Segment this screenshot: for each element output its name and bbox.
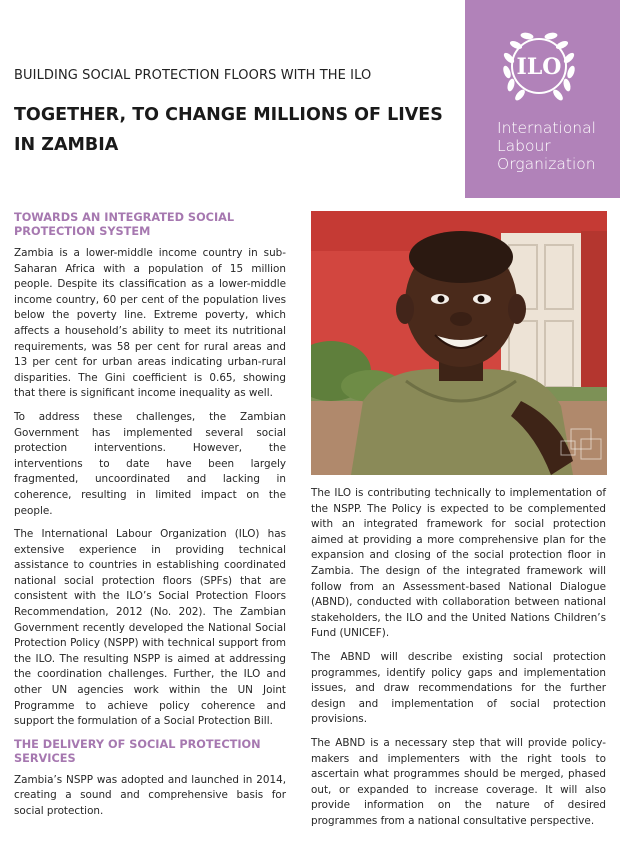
body-paragraph: To address these challenges, the Zambian Government has implemented several social protection interventions. However, the interventions to date have been largely fragmented, uncoordinated and lacking in coherence, resulting in limited impact on the people.: [14, 410, 286, 517]
logo-acronym: ILO: [516, 54, 562, 80]
section-heading-delivery: THE DELIVERY OF SOCIAL PROTECTION SERVICES: [14, 737, 261, 765]
body-paragraph: The International Labour Organization (ILO) has extensive experience in providing technical assistance to countries in establishing coordinated national social protection floors (SPFs) that are consistent with the ILO’s Social Protection Floors Recommendation, 2012 (No. 202). The Zambian Government recently developed the National Social Protection Policy (NSPP) with technical support from the ILO. The resulting NSPP is aimed at addressing the coordination challenges. Further, the ILO and other UN agencies work within the UN Joint Programme to achieve policy coherence and support the formulation of a Social Protection Bill.: [14, 528, 286, 728]
right-column: [311, 486, 606, 837]
left-column: [14, 211, 286, 828]
ilo-logo-block: [465, 0, 620, 198]
body-paragraph: Zambia is a lower-middle income country in sub-Saharan Africa with a population of 15 million people. Despite its classification as a lower-middle income country, 60 per cent of the population lives below the poverty line. Extreme poverty, which affects a household’s ability to meet its nutritional requirements, was 58 per cent for rural areas and 13 per cent for urban areas indicating urban-rural disparities. The Gini coefficient is 0.65, showing that there is significant income inequality as well.: [14, 247, 286, 400]
body-paragraph: Zambia’s NSPP was adopted and launched in 2014, creating a sound and comprehensive basis for social protection.: [14, 773, 286, 817]
organization-name: [497, 119, 617, 173]
body-paragraph: The ABND will describe existing social protection programmes, identify policy gaps and implementation issues, and draw recommendations for the further design and implementation of social protection provisions.: [311, 650, 606, 726]
org-name-line: Organization: [497, 155, 596, 173]
document-kicker: BUILDING SOCIAL PROTECTION FLOORS WITH THE ILO: [14, 68, 372, 83]
section-heading-integrated-system: TOWARDS AN INTEGRATED SOCIAL PROTECTION SYSTEM: [14, 211, 235, 238]
body-paragraph: The ILO is contributing technically to implementation of the NSPP. The Policy is expected to be complemented with an integrated framework for social protection aimed at providing a more comprehensive plan for the expansion and closing of the social protection floor in Zambia. The design of the integrated framework will follow from an Assessment-based National Dialogue (ABND), conducted with collaboration between national stakeholders, the ILO and the United Nations Children’s Fund (UNICEF).: [311, 487, 606, 640]
child-photo: [311, 211, 607, 475]
org-name-line: Labour: [497, 137, 551, 155]
org-name-line: International: [497, 119, 596, 137]
ilo-emblem-icon: [497, 24, 581, 108]
body-paragraph: The ABND is a necessary step that will provide policy-makers and implementers with the right tools to ascertain what programmes should be merged, phased out, or expanded to increase coverage. It will also provide information on the nature of desired programmes from a national consultative perspective.: [311, 736, 606, 827]
document-title: TOGETHER, TO CHANGE MILLIONS OF LIVES IN ZAMBIA: [14, 105, 443, 155]
